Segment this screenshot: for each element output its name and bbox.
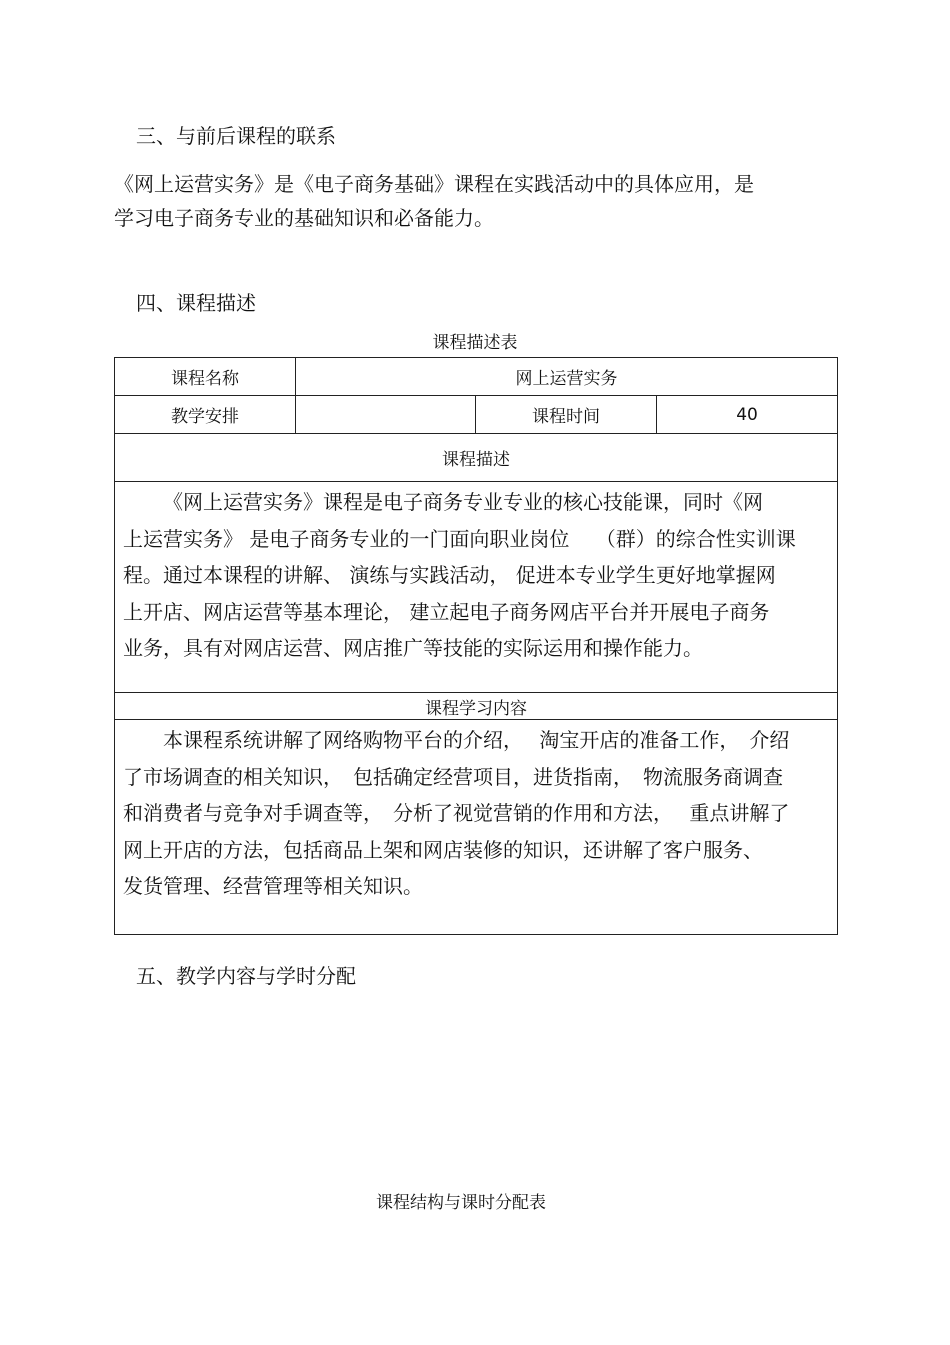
paragraph-line: 学习电子商务专业的基础知识和必备能力。 [114,206,494,230]
description-line: 上开店、网店运营等基本理论， 建立起电子商务网店平台并开展电子商务 [123,599,770,624]
description-line: 业务，具有对网店运营、网店推广等技能的实际运用和操作能力。 [123,636,703,660]
description-line: 程。通过本课程的讲解、 演练与实践活动， 促进本专业学生更好地掌握网 [123,563,776,587]
section4-heading: 四、课程描述 [136,291,256,315]
course-name-label: 课程名称 [115,358,296,396]
content-line: 和消费者与竞争对手调查等， 分析了视觉营销的作用和方法， 重点讲解了 [123,801,790,825]
teaching-arrangement-label: 教学安排 [115,396,296,434]
paragraph-line: 《网上运营实务》是《电子商务基础》课程在实践活动中的具体应用，是 [114,172,754,196]
course-hours-label: 课程时间 [476,396,657,434]
section3-heading: 三、与前后课程的联系 [136,124,336,148]
content-line: 发货管理、经营管理等相关知识。 [123,874,423,898]
course-hours-value: 40 [657,396,838,434]
content-line: 本课程系统讲解了网络购物平台的介绍， 淘宝开店的准备工作， 介绍 [163,728,790,752]
description-table-caption: 课程描述表 [432,333,518,353]
description-header: 课程描述 [115,434,838,482]
description-line: 上运营实务》 是电子商务专业的一门面向职业岗位 （群）的综合性实训课 [123,526,796,551]
teaching-arrangement-value [296,396,476,434]
description-line: 《网上运营实务》课程是电子商务专业专业的核心技能课，同时《网 [163,490,763,514]
content-line: 网上开店的方法，包括商品上架和网店装修的知识，还讲解了客户服务、 [123,837,763,862]
description-body [115,482,838,693]
learning-content-header: 课程学习内容 [115,693,838,720]
section5-heading: 五、教学内容与学时分配 [136,964,356,988]
content-line: 了市场调查的相关知识， 包括确定经营项目，进货指南， 物流服务商调查 [123,764,783,789]
course-name-value: 网上运营实务 [296,358,838,396]
section3-paragraph [114,167,814,235]
learning-content-body [115,720,838,935]
structure-table-caption: 课程结构与课时分配表 [376,1193,546,1213]
course-description-table [114,357,838,935]
